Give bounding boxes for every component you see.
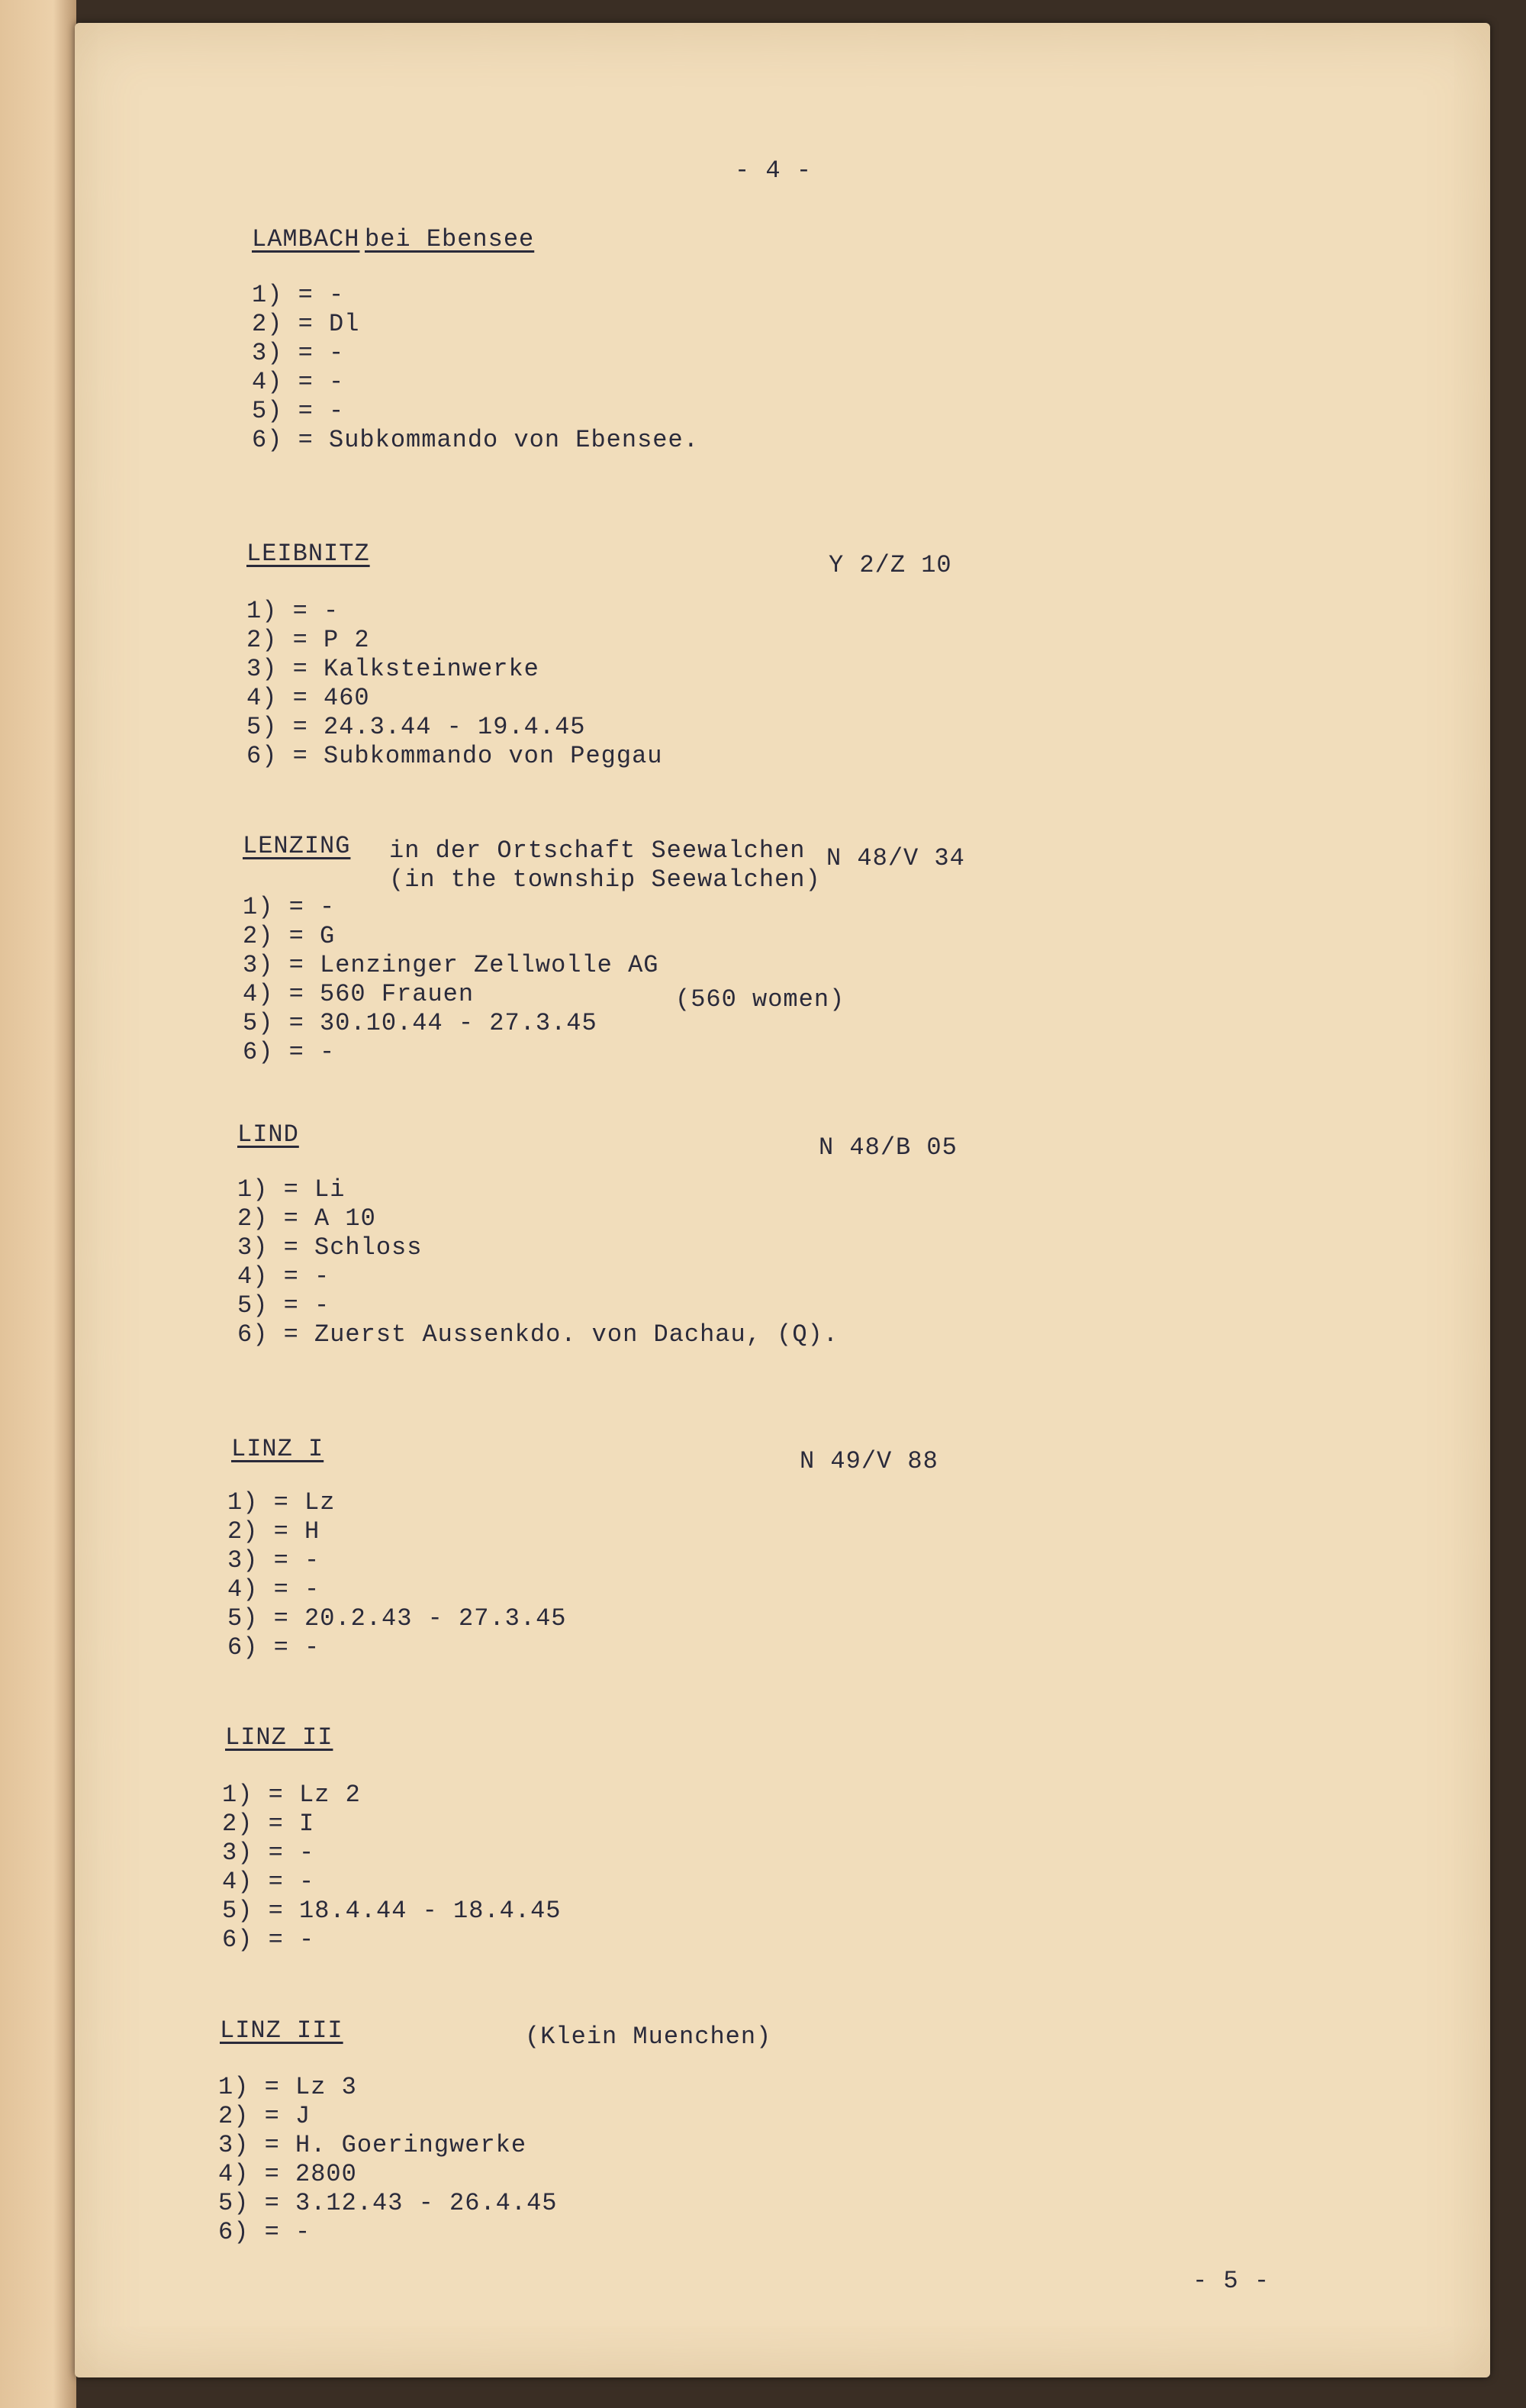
section-lines-linz2: [222, 1781, 561, 1955]
list-item: 3) = Kalksteinwerke: [246, 655, 539, 683]
list-item: 3) = -: [227, 1546, 320, 1575]
section-title-leibnitz: LEIBNITZ: [246, 540, 370, 568]
section-lines-lambach: [252, 281, 699, 455]
section-note-lenzing: (560 women): [675, 985, 845, 1014]
section-title-lind: LIND: [237, 1120, 299, 1149]
facing-page-edge: [0, 0, 76, 2408]
list-item: 2) = I: [222, 1810, 315, 1838]
list-item: 1) = -: [243, 893, 336, 921]
document-page: [75, 23, 1490, 2377]
section-subtitle-linz3: (Klein Muenchen): [525, 2023, 772, 2051]
list-item: 1) = -: [252, 281, 345, 309]
page-number-bottom: - 5 -: [1193, 2267, 1270, 2295]
section-code-lenzing: N 48/V 34: [826, 844, 965, 872]
list-item: 2) = J: [218, 2102, 311, 2130]
list-item: 4) = 2800: [218, 2160, 357, 2188]
list-item: 6) = -: [218, 2218, 311, 2246]
list-item: 1) = Lz 3: [218, 2073, 357, 2101]
section-lines-linz3: [218, 2073, 557, 2247]
list-item: 1) = Lz 2: [222, 1781, 361, 1809]
list-item: 5) = 3.12.43 - 26.4.45: [218, 2189, 558, 2217]
section-lines-lenzing: [243, 893, 658, 1067]
list-item: 5) = 18.4.44 - 18.4.45: [222, 1897, 562, 1925]
list-item: 5) = 20.2.43 - 27.3.45: [227, 1604, 567, 1633]
list-item: 3) = Lenzinger Zellwolle AG: [243, 951, 659, 979]
section-subtitle2-lenzing: (in the township Seewalchen): [389, 866, 821, 894]
list-item: 6) = -: [243, 1038, 336, 1066]
list-item: 5) = 24.3.44 - 19.4.45: [246, 713, 586, 741]
list-item: 4) = -: [227, 1575, 320, 1604]
list-item: 4) = 460: [246, 684, 370, 712]
list-item: 1) = Li: [237, 1175, 346, 1204]
list-item: 6) = -: [222, 1926, 315, 1954]
section-title-linz1: LINZ I: [231, 1435, 324, 1463]
section-code-lind: N 48/B 05: [819, 1133, 958, 1162]
section-lines-lind: [237, 1175, 839, 1349]
list-item: 3) = -: [252, 339, 345, 367]
list-item: 3) = Schloss: [237, 1233, 423, 1262]
page-number-top: - 4 -: [735, 156, 813, 185]
section-title-linz2: LINZ II: [225, 1723, 333, 1752]
list-item: 5) = 30.10.44 - 27.3.45: [243, 1009, 597, 1037]
list-item: 3) = -: [222, 1839, 315, 1867]
section-subtitle-lambach: bei Ebensee: [365, 225, 535, 253]
list-item: 6) = -: [227, 1633, 320, 1662]
section-code-leibnitz: Y 2/Z 10: [829, 551, 952, 579]
list-item: 5) = -: [237, 1291, 330, 1320]
section-title-lambach: LAMBACH: [252, 225, 360, 253]
section-subtitle-lenzing: in der Ortschaft Seewalchen: [389, 837, 806, 865]
list-item: 4) = -: [252, 368, 345, 396]
list-item: 6) = Zuerst Aussenkdo. von Dachau, (Q).: [237, 1320, 839, 1349]
list-item: 2) = A 10: [237, 1204, 376, 1233]
list-item: 1) = Lz: [227, 1488, 336, 1517]
section-lines-leibnitz: [246, 597, 662, 771]
list-item: 2) = P 2: [246, 626, 370, 654]
list-item: 6) = Subkommando von Ebensee.: [252, 426, 699, 454]
list-item: 6) = Subkommando von Peggau: [246, 742, 663, 770]
section-code-linz1: N 49/V 88: [800, 1447, 938, 1475]
section-title-lenzing: LENZING: [243, 832, 351, 860]
section-title-linz3: LINZ III: [220, 2016, 343, 2045]
list-item: 5) = -: [252, 397, 345, 425]
list-item: 2) = Dl: [252, 310, 360, 338]
list-item: 4) = -: [237, 1262, 330, 1291]
list-item: 1) = -: [246, 597, 340, 625]
list-item: 2) = G: [243, 922, 336, 950]
list-item: 2) = H: [227, 1517, 320, 1546]
list-item: 4) = -: [222, 1868, 315, 1896]
list-item: 3) = H. Goeringwerke: [218, 2131, 527, 2159]
list-item: 4) = 560 Frauen: [243, 980, 475, 1008]
section-lines-linz1: [227, 1488, 566, 1662]
